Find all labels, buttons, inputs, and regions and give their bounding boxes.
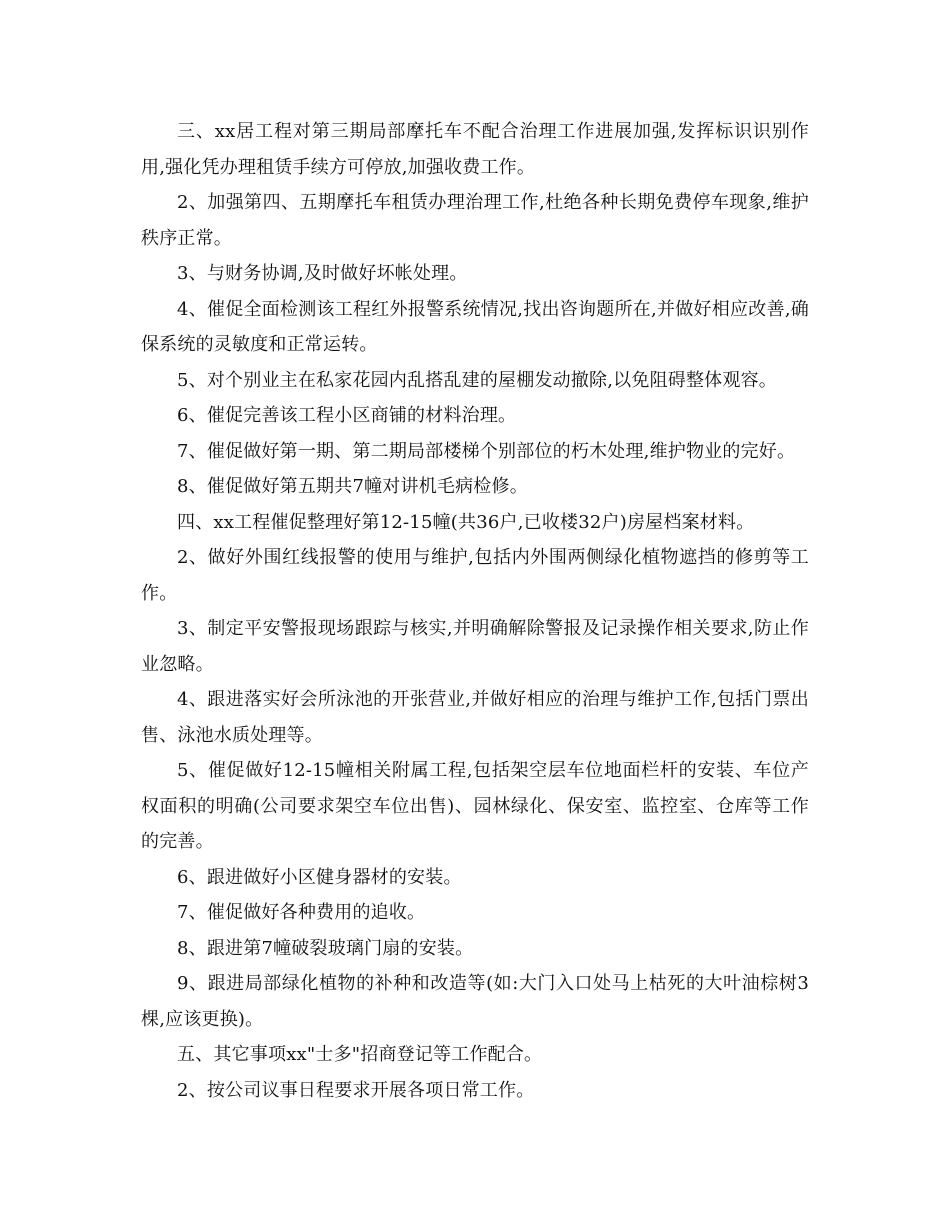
- paragraph-item: 2、做好外围红线报警的使用与维护,包括内外围两侧绿化植物遮挡的修剪等工作。: [141, 547, 809, 604]
- paragraph-item: 7、催促做好第一期、第二期局部楼梯个别部位的朽木处理,维护物业的完好。: [177, 440, 796, 462]
- paragraph-item: 9、跟进局部绿化植物的补种和改造等(如:大门入口处马上枯死的大叶油棕树3棵,应该更换)。: [141, 973, 809, 1030]
- document-body: [141, 114, 809, 1108]
- paragraph-item: 3、制定平安警报现场跟踪与核实,并明确解除警报及记录操作相关要求,防止作业忽略。: [141, 618, 809, 675]
- paragraph-item: 7、催促做好各种费用的追收。: [177, 902, 426, 923]
- paragraph-item: 5、催促做好12-15幢相关附属工程,包括架空层车位地面栏杆的安装、车位产权面积的明确(公司要求架空车位出售)、园林绿化、保安室、监控室、仓库等工作的完善。: [141, 760, 809, 852]
- paragraph-item: 2、按公司议事日程要求开展各项日常工作。: [177, 1079, 535, 1101]
- paragraph-section-3: 三、xx居工程对第三期局部摩托车不配合治理工作进展加强,发挥标识识别作用,强化凭办理租赁手续方可停放,加强收费工作。: [141, 121, 809, 178]
- paragraph-item: 6、催促完善该工程小区商铺的材料治理。: [177, 405, 517, 426]
- paragraph-item: 4、催促全面检测该工程红外报警系统情况,找出咨询题所在,并做好相应改善,确保系统的灵敏度和正常运转。: [141, 298, 809, 355]
- paragraph-item: 5、对个别业主在私家花园内乱搭乱建的屋棚发动撤除,以免阻碍整体观容。: [177, 369, 777, 391]
- paragraph-item: 8、跟进第7幢破裂玻璃门扇的安装。: [177, 937, 474, 959]
- paragraph-item: 3、与财务协调,及时做好坏帐处理。: [177, 263, 468, 284]
- paragraph-item: 2、加强第四、五期摩托车租赁办理治理工作,杜绝各种长期免费停车现象,维护秩序正常。: [141, 192, 809, 249]
- paragraph-item: 8、催促做好第五期共7幢对讲机毛病检修。: [177, 476, 528, 497]
- paragraph-section-4: 四、xx工程催促整理好第12-15幢(共36户,已收楼32户)房屋档案材料。: [177, 511, 755, 533]
- paragraph-item: 6、跟进做好小区健身器材的安装。: [177, 866, 462, 888]
- paragraph-item: 4、跟进落实好会所泳池的开张营业,并做好相应的治理与维护工作,包括门票出售、泳池水质处理等。: [141, 689, 809, 746]
- paragraph-section-5: 五、其它事项xx"士多"招商登记等工作配合。: [177, 1044, 543, 1065]
